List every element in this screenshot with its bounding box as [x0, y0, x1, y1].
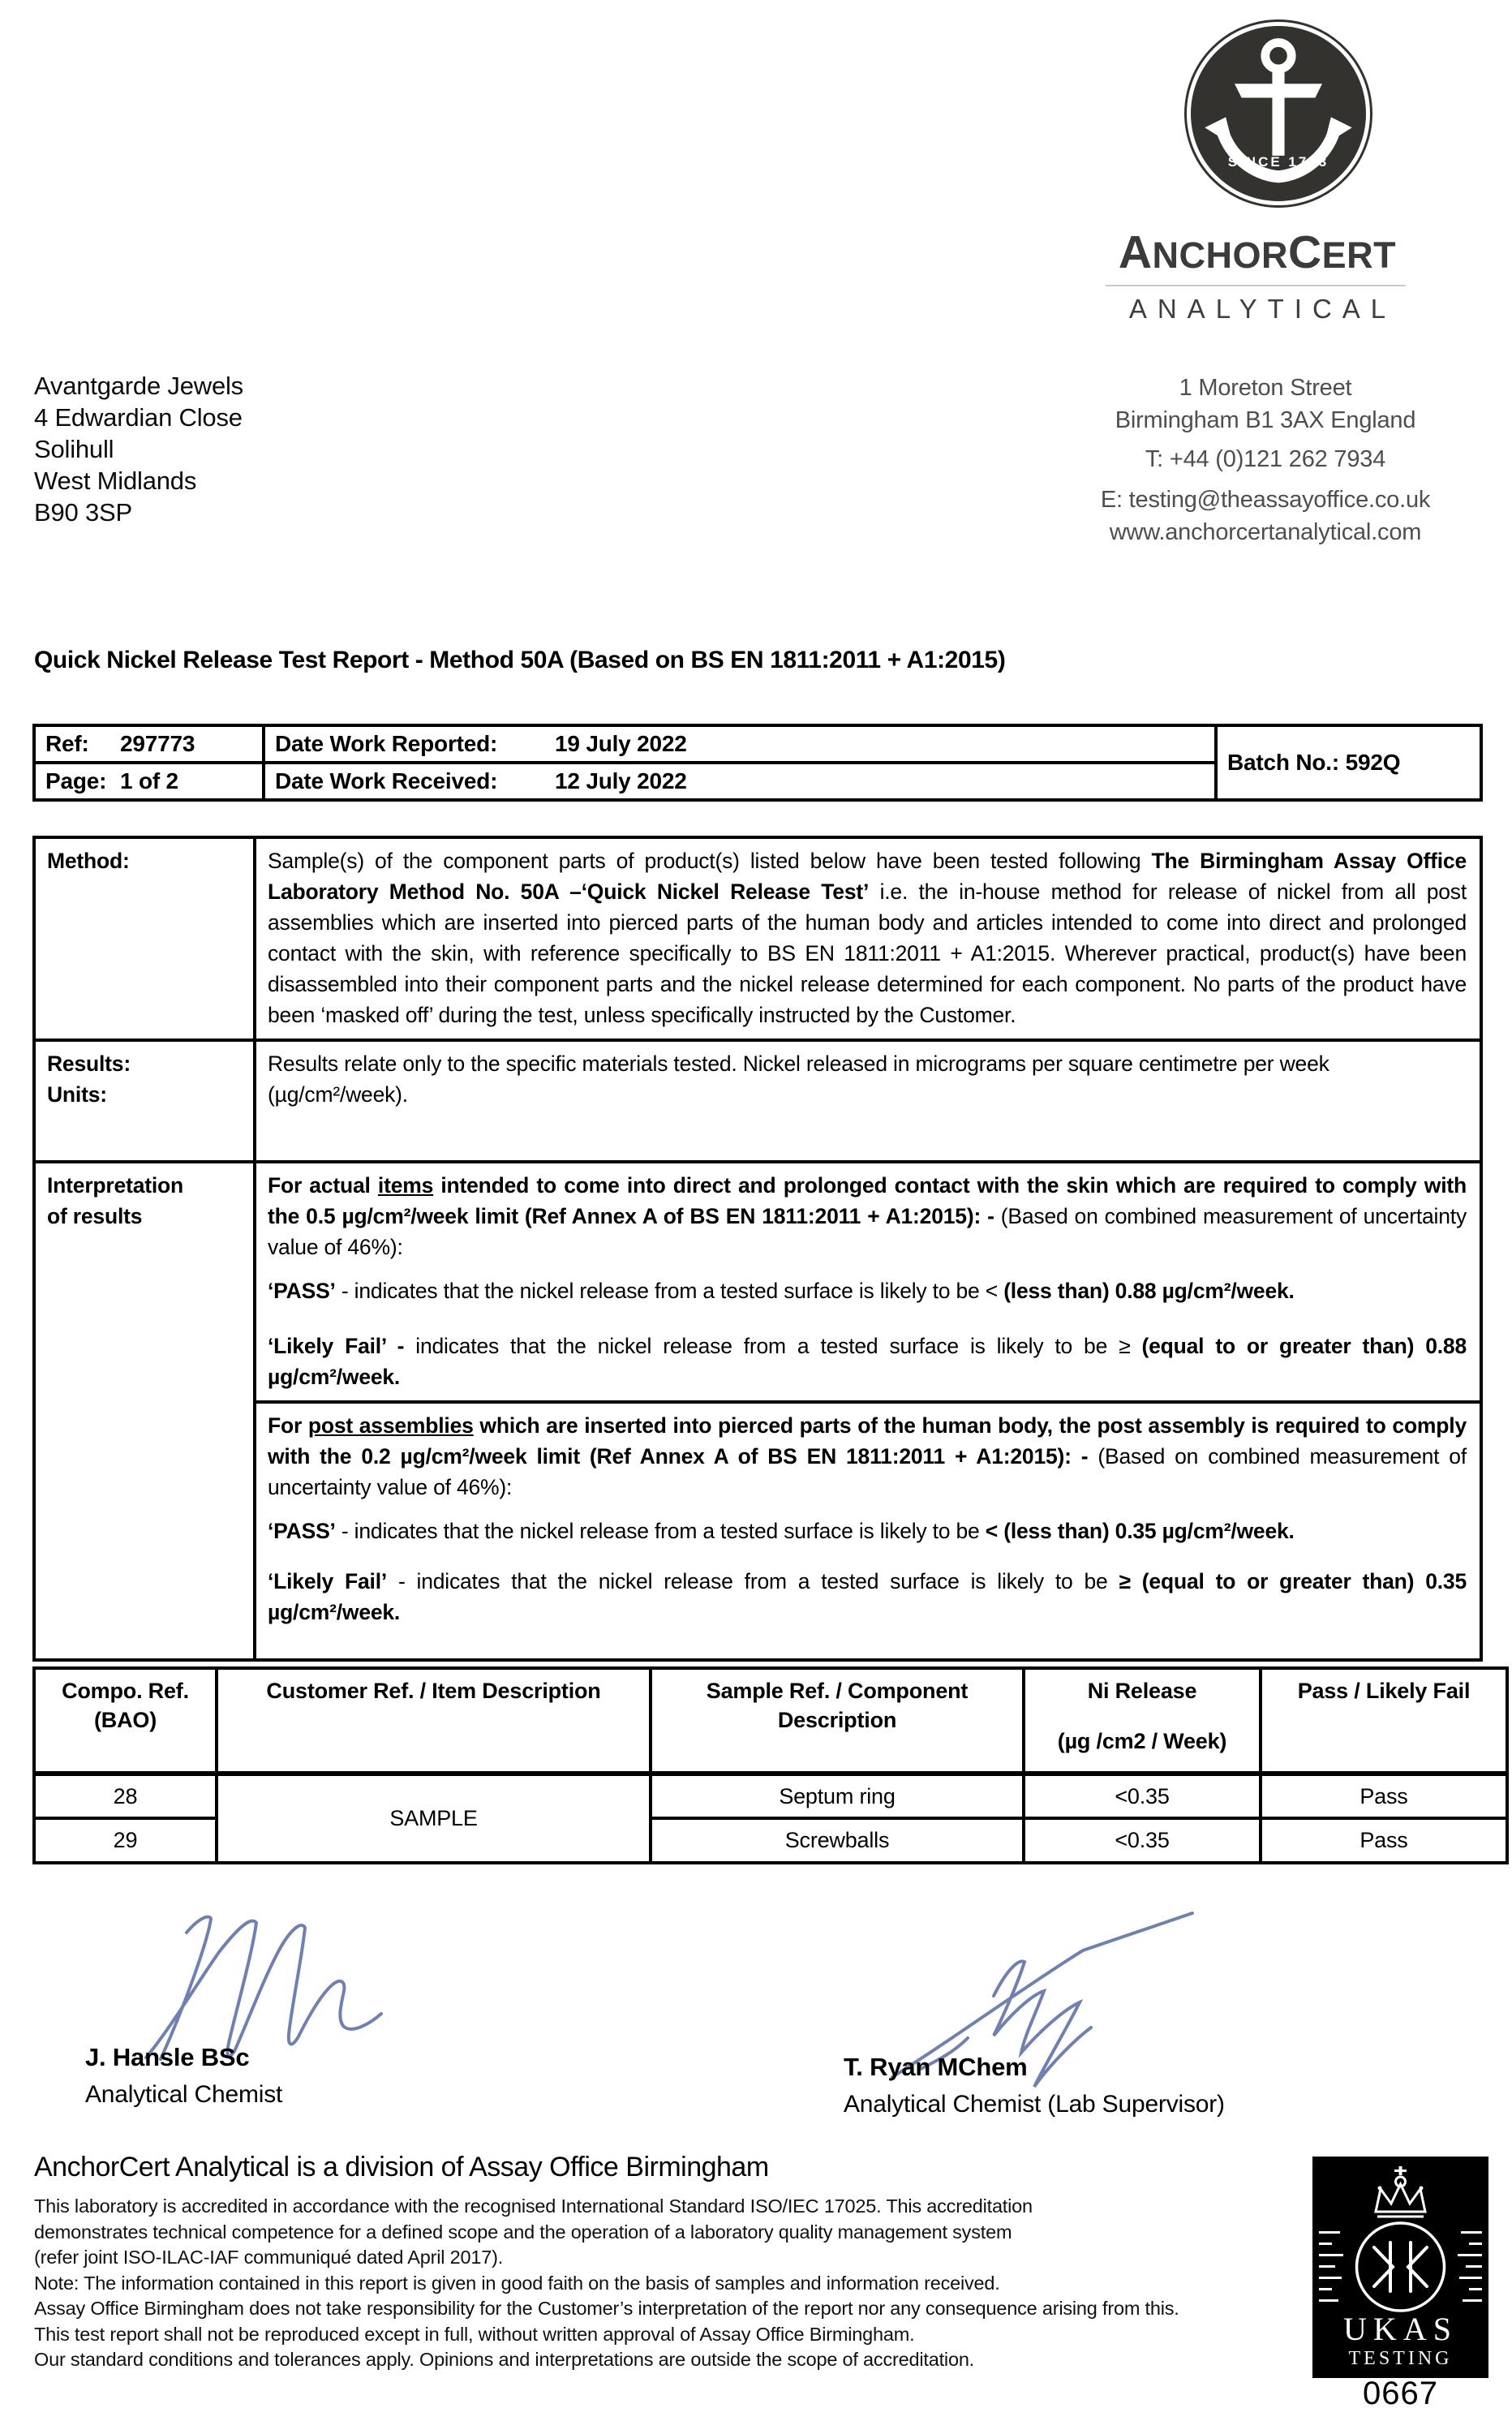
- logo-since-text: SINCE 1773: [1227, 154, 1329, 170]
- page-label: Page:: [45, 768, 107, 793]
- method-label: Method:: [34, 837, 255, 1040]
- interp-posts-fail: ‘Likely Fail’ - indicates that the nickel release from a tested surface is likely to be ≥ (equal to or greater than) 0.35 µg/cm²/week.: [268, 1569, 1467, 1624]
- batch-cell: Batch No.: 592Q: [1216, 725, 1481, 800]
- ref-value: 297773: [120, 731, 195, 756]
- interpretation-label: Interpretation of results: [34, 1162, 255, 1660]
- interp-items-pass: ‘PASS’ - indicates that the nickel release from a tested surface is likely to be < (less than) 0.88 µg/cm²/week.: [268, 1279, 1295, 1303]
- interp-posts-pass: ‘PASS’ - indicates that the nickel release from a tested surface is likely to be < (less than) 0.35 µg/cm²/week.: [268, 1519, 1295, 1543]
- date-reported-value: 19 July 2022: [555, 731, 687, 756]
- interpretation-block-items: [255, 1162, 1481, 1402]
- date-reported-cell: [264, 725, 1216, 763]
- compo-ref-value: 29: [34, 1818, 217, 1863]
- division-note: AnchorCert Analytical is a division of Assay Office Birmingham: [34, 2152, 769, 2182]
- interp-items-fail: ‘Likely Fail’ - indicates that the nickel release from a tested surface is likely to be ≥ (equal to or greater than) 0.88 µg/cm²/week.: [268, 1334, 1467, 1389]
- col-header-pass-fail: Pass / Likely Fail: [1261, 1668, 1507, 1774]
- date-reported-label: Date Work Reported:: [275, 731, 498, 756]
- sample-ref-line1: Sample Ref. / Component: [706, 1679, 969, 1703]
- report-title: Quick Nickel Release Test Report - Method 50A (Based on BS EN 1811:2011 + A1:2015): [34, 647, 1006, 673]
- ukas-name-text: UKAS: [1343, 2311, 1458, 2347]
- page-cell: [34, 763, 264, 800]
- col-header-ni-release: [1024, 1668, 1261, 1774]
- col-header-customer-ref: Customer Ref. / Item Description: [217, 1668, 651, 1774]
- compo-ref-line2: (BAO): [94, 1708, 157, 1732]
- date-received-cell: [264, 763, 1216, 800]
- interpretation-block-posts: [255, 1402, 1481, 1660]
- ukas-accreditation-number: 0667: [1363, 2376, 1438, 2411]
- logo-disc: [1191, 26, 1366, 201]
- component-value: Septum ring: [651, 1774, 1024, 1818]
- interp-posts-heading: For post assemblies which are inserted into pierced parts of the human body, the post assembly is required to comply with the 0.2 µg/cm²/week limit (Ref Annex A of BS EN 1811:2011 + A1:2015): - (Based on combined measurement of uncertainty value of 46%):: [268, 1413, 1467, 1499]
- signatory-name: J. Hansle BSc: [85, 2043, 250, 2071]
- signatory-title: Analytical Chemist (Lab Supervisor): [844, 2091, 1225, 2118]
- result-value: Pass: [1261, 1774, 1507, 1818]
- sample-ref-line2: Description: [777, 1708, 897, 1732]
- page-value: 1 of 2: [120, 768, 178, 793]
- method-table: [32, 836, 1483, 1662]
- results-text: Results relate only to the specific materials tested. Nickel released in micrograms per square centimetre per week (µg/cm²/week).: [268, 1051, 1329, 1107]
- anchorcert-logo: [1184, 19, 1372, 208]
- customer-ref-value: SAMPLE: [217, 1774, 651, 1863]
- col-header-compo-ref: [34, 1668, 217, 1774]
- signatory-right: [844, 2049, 1225, 2123]
- col-header-sample-ref: [651, 1668, 1024, 1774]
- brand-wordmark: ANCHORCERT: [1118, 226, 1397, 278]
- ni-release-value: <0.35: [1024, 1818, 1261, 1863]
- component-value: Screwballs: [651, 1818, 1024, 1863]
- compo-ref-line1: Compo. Ref.: [62, 1679, 189, 1703]
- compo-ref-value: 28: [34, 1774, 217, 1818]
- table-row: [34, 1774, 1507, 1818]
- ukas-crown-mark-icon: [1312, 2157, 1488, 2378]
- results-text-cell: [255, 1040, 1481, 1162]
- signatory-title: Analytical Chemist: [85, 2081, 283, 2108]
- ukas-testing-logo: [1312, 2157, 1488, 2378]
- method-text-cell: [255, 837, 1481, 1040]
- customer-address: Avantgarde Jewels 4 Edwardian Close Solihull West Midlands B90 3SP: [34, 372, 243, 527]
- results-table: [32, 1666, 1509, 1864]
- method-text: Sample(s) of the component parts of product(s) listed below have been tested following The Birmingham Assay Office Laboratory Method No. 50A –‘Quick Nickel Release Test’ i.e. the in-house method for release of nickel from all post assemblies which are inserted into pierced parts of the human body and articles intended to come into direct and prolonged contact with the skin, with reference specifically to BS EN 1811:2011 + A1:2015. Wherever practical, product(s) have been disassembled into their component parts and the nickel release determined for each component. No parts of the product have been ‘masked off’ during the test, unless specifically instructed by the Customer.: [268, 849, 1467, 1027]
- ref-cell: [34, 725, 264, 763]
- interp-items-heading: For actual items intended to come into direct and prolonged contact with the skin which are required to comply with the 0.5 µg/cm²/week limit (Ref Annex A of BS EN 1811:2011 + A1:2015): - (Based on combined measurement of uncertainty value of 46%):: [268, 1173, 1467, 1259]
- signatory-name: T. Ryan MChem: [844, 2053, 1028, 2081]
- date-received-label: Date Work Received:: [275, 768, 498, 793]
- result-value: Pass: [1261, 1818, 1507, 1863]
- ukas-type-text: TESTING: [1348, 2348, 1453, 2369]
- brand-subtitle: ANALYTICAL: [1128, 294, 1397, 324]
- date-received-value: 12 July 2022: [555, 768, 687, 793]
- lab-contact-address: 1 Moreton Street Birmingham B1 3AX England T: +44 (0)121 262 7934 E: testing@theassayoffice.co.uk www.anchorcertanalytical.com: [1100, 375, 1431, 545]
- results-units-label: Results: Units:: [34, 1040, 255, 1162]
- reference-table: [32, 724, 1483, 802]
- ni-release-line: Ni Release: [1087, 1679, 1197, 1703]
- brand-rule: [1106, 285, 1406, 286]
- signatory-left: [85, 2039, 282, 2114]
- disclaimer-text: This laboratory is accredited in accordance with the recognised International Standard ISO/IEC 17025. This accreditation demonstrates technical competence for a defined scope and the operation of a laboratory quality management system (refer joint ISO-ILAC-IAF communiqué dated April 2017). Note: The information contained in this report is given in good faith on the basis of samples and information received. Assay Office Birmingham does not take responsibility for the Customer’s interpretation of the report nor any consequence arising from this. This test report shall not be reproduced except in full, without written approval of Assay Office Birmingham. Our standard conditions and tolerances apply. Opinions and interpretations are outside the scope of accreditation.: [34, 2195, 1179, 2370]
- ni-release-value: <0.35: [1024, 1774, 1261, 1818]
- ref-label: Ref:: [45, 731, 89, 756]
- ni-release-unit: (µg /cm2 / Week): [1057, 1729, 1227, 1753]
- anchor-icon: [1191, 26, 1366, 201]
